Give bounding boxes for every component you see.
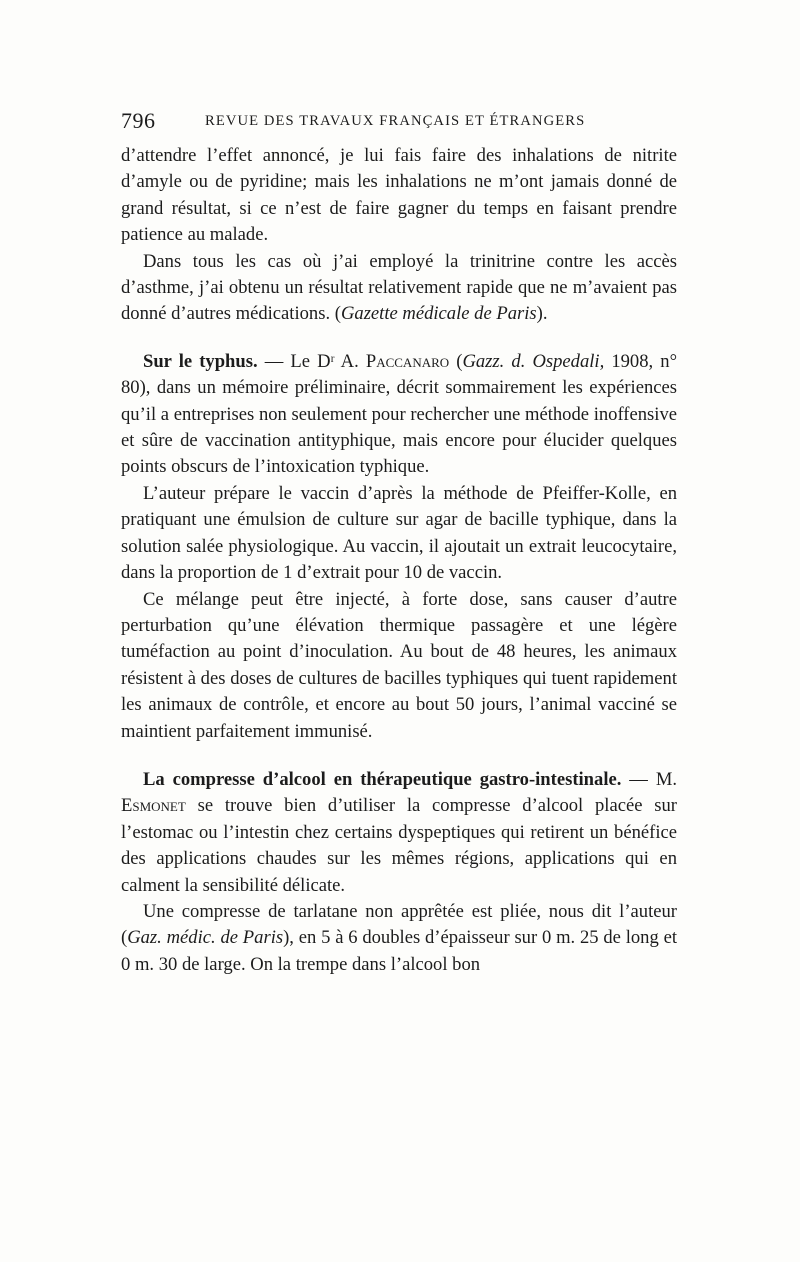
- source-citation: Gazette médicale de Paris: [340, 303, 537, 325]
- paragraph-text: Une compresse de tarlatane non apprêtée est pliée, nous dit l’auteur (: [121, 900, 677, 949]
- paragraph-text: Dans tous les cas où j’ai employé la trinitrine contre les accès d’asthme, j’ai obtenu un résultat relativement rapide que ne m’avaient pas donné d’autres médications. (: [121, 250, 677, 325]
- title-dash: — M.: [621, 768, 677, 790]
- paragraph-text: L’auteur prépare le vaccin d’après la méthode de Pfeiffer-Kolle, en pratiquant une émulsion de culture sur agar de bacille typhique, dans la solution salée physiologique. Au vaccin, il ajoutait un extrait leucocytaire, dans la proportion de 1 d’extrait pour 10 de vaccin.: [121, 482, 677, 584]
- paragraph-melange: [121, 587, 677, 745]
- section-title: La compresse d’alcool en thérapeutique gastro-intestinale.: [143, 768, 622, 790]
- source-citation: Gazz. d. Ospedali,: [462, 350, 605, 372]
- section-typhus: [121, 349, 677, 481]
- title-dash: — Le Dʳ A.: [257, 350, 366, 372]
- author-name: Paccanaro: [365, 350, 450, 372]
- page-header: [121, 108, 677, 138]
- paragraph-text: ), en 5 à 6 doubles d’épaisseur sur 0 m. 25 de long et 0 m. 30 de large. On la trempe dans l’alcool bon: [121, 927, 677, 975]
- section-title: Sur le typhus.: [143, 350, 258, 372]
- paragraph-continuation: [121, 143, 677, 249]
- running-head: REVUE DES TRAVAUX FRANÇAIS ET ÉTRANGERS: [205, 113, 586, 129]
- page-number: 796: [121, 108, 156, 133]
- author-name: Esmonet: [121, 795, 186, 817]
- citation-open: (: [449, 350, 463, 372]
- paragraph-tarlatane: [121, 899, 677, 978]
- citation-close: ).: [536, 303, 548, 325]
- paragraph-text: Ce mélange peut être injecté, à forte dose, sans causer d’autre perturbation qu’une élévation thermique passagère et une légère tuméfaction au point d’inoculation. Au bout de 48 heures, les animaux résistent à des doses de cultures de bacilles typhiques qui tuent rapidement les animaux de contrôle, et encore au bout 50 jours, l’animal vacciné se maintient parfaitement immunisé.: [121, 588, 677, 742]
- source-citation: Gaz. médic. de Paris: [127, 927, 284, 949]
- body-text: [121, 143, 677, 978]
- paragraph-text: se trouve bien d’utiliser la compresse d’alcool placée sur l’estomac ou l’intestin chez certains dyspeptiques qui retirent un bénéfice des applications chaudes sur les mêmes régions, applications qui en calment la sensibilité délicate.: [121, 795, 677, 896]
- paragraph-text: d’attendre l’effet annoncé, je lui fais faire des inhalations de nitrite d’amyle ou de pyridine; mais les inhalations ne m’ont jamais donné de grand résultat, si ce n’est de faire gagner du temps en faisant prendre patience au malade.: [121, 145, 677, 246]
- paragraph-text: 1908, n° 80), dans un mémoire préliminaire, décrit sommairement les expériences qu’il a entreprises non seulement pour rechercher une méthode inoffensive et sûre de vaccination antityphique, mais encore pour élucider quelques points obscurs de l’intoxication typhique.: [121, 350, 678, 478]
- paragraph-asthme: [121, 249, 677, 328]
- section-compresse: [121, 767, 677, 899]
- paragraph-vaccin: [121, 481, 677, 587]
